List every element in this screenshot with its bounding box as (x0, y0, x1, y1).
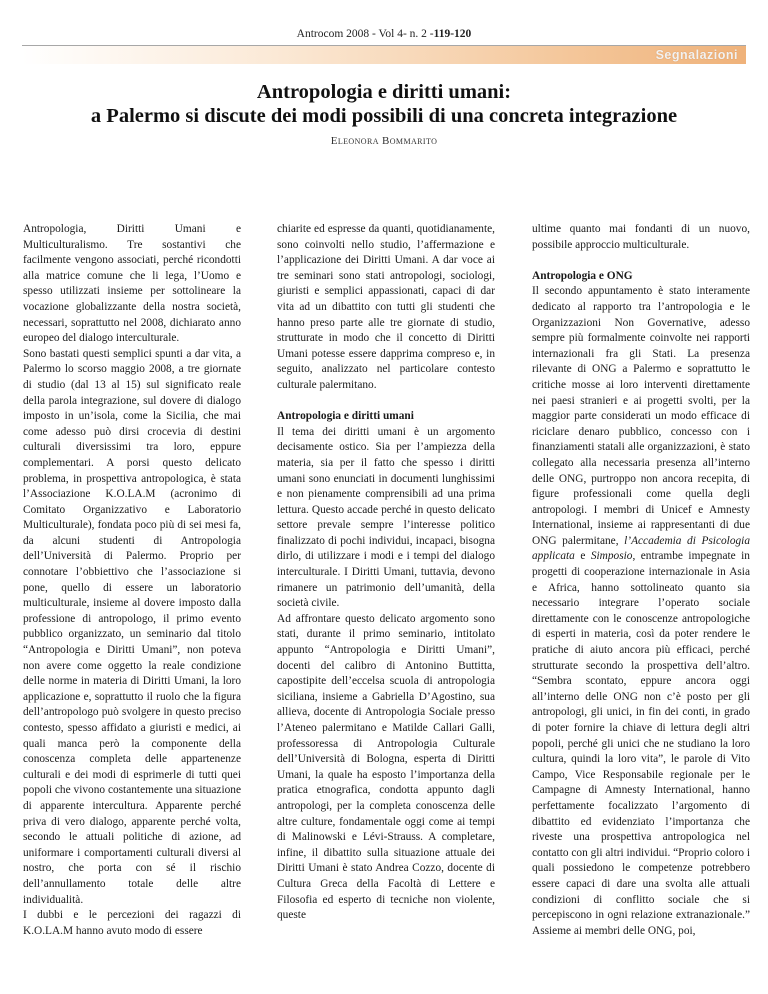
paragraph: Sono bastati questi semplici spunti a dar vita, a Palermo lo scorso maggio 2008, a tre giornate di studio (dal 13 al 15) sul significato reale della parola integrazione, sul dovere di dialogo imposto in un’isola, come la Sicilia, che mai come adesso può dirsi crocevia di destini culturali diversissimi tra loro, eppure complementari. A porsi questo delicato problema, in prospettiva antropologica, è stata l’Associazione K.O.LA.M (acronimo di Comitato Organizzativo e Laboratorio Multiculturale), fondata poco più di sei mesi fa, da alcuni studenti di Antropologia dell’Università di Palermo. Proprio per connotare l’obbiettivo che l’associazione si pone, quello di essere un laboratorio multiculturale, insieme al dovere imposto dalla professione di antropologo, il primo evento pubblico organizzato, un seminario dal titolo “Antropologia e Diritti Umani”, non poteva non avere come oggetto la reale condizione delle norme in materia di Diritti Umani, la loro applicazione e, soprattutto il ruolo che la figura dell’antropologo può svolgere in questo preciso contesto, spesso affidato a giuristi e medici, ai quali manca però la componente della conoscenza completa delle appartenenze culturali e dei modi di esprimerle di tutti quei popoli che vivono costantemente una situazione di apparente intercultura. Apparente perché priva di vero dialogo, apparente perché volta, secondo le attuali politiche di azione, ad uniformare i comportamenti culturali diversi al nostro, che porta con sé il rischio dell’annullamento totale delle altre individualità. (23, 347, 241, 906)
paragraph: Il tema dei diritti umani è un argomento decisamente ostico. Sia per l’ampiezza della materia, sia per il fatto che spesso i diritti umani sono enunciati in documenti lunghissimi e non pienamente comprensibili ad una prima lettura. Questo accade perché in questo delicato settore prevale sempre l’interesse politico finalizzato di pochi individui, incapaci, bisogna dirlo, di utilizzare i modi e i tempi del dialogo interculturale. I Diritti Umani, tuttavia, devono rimanere un patrimonio dell’umanità, della società civile. (277, 425, 495, 610)
paragraph: Il secondo appuntamento è stato interamente dedicato al rapporto tra l’antropologia e le Organizzazioni Non Governative, adesso sempre più formalmente coinvolte nei rapporti internazionali fra gli Stati. La presenza rilevante di ONG a Palermo e soprattutto le critiche mosse ai loro interventi direttamente nei paesi stranieri e ai progetti svolti, per la maggior parte considerati un modo efficace di riciclare denaro pubblico, concesso con i finanziamenti statali alle organizzazioni, è stato collegato alla necessaria presenza all’interno delle ONG, purtroppo non ancora recepita, di figure professionali come quella degli antropologi. I membri di Unicef e Amnesty International, insieme ai rappresentanti di due ONG palermitane, l’Accademia di Psicologia applicata e Simposio, entrambe impegnate in progetti di cooperazione internazionale in Asia e Africa, hanno sottolineato quanto sia necessario integrare l’operato sociale direttamente con le conoscenze antropologiche di esperti in materia, così da poter rendere le pratiche di aiuto ancora più efficaci, perché strutturate secondo la prospettiva dell’altro. “Sembra scontato, eppure ancora oggi all’interno delle ONG non c’è posto per gli antropologi, gli unici, in fin dei conti, in grado di poter fornire la chiave di lettura degli altri popoli, perché gli unici che ne studiano la loro cultura, quindi la loro vita”, le parole di Vito Campo, Vice Responsabile regionale per le Campagne di Amnesty International, hanno perfettamente focalizzato l’argomento di dibattito ed evidenziato l’importanza che riveste una prospettiva antropologica nel contatto con gli altri individui. “Proprio coloro i quali possiedono le competenze potrebbero essere capaci di dare una svolta alle attuali condizioni di conflitto sociale che si percepiscono in ogni relazione extranazionale.” Assieme ai membri delle ONG, poi, (532, 285, 751, 937)
text-column-2 (277, 222, 495, 924)
running-header (0, 28, 768, 40)
italic-name: Simposio (590, 550, 633, 563)
section-heading: Antropologia e diritti umani (277, 410, 414, 423)
section-heading: Antropologia e ONG (532, 269, 633, 282)
author-name: Eleonora Bommarito (330, 135, 438, 147)
text-column-1 (23, 222, 241, 939)
paragraph: Antropologia, Diritti Umani e Multiculturalismo. Tre sostantivi che facilmente vengono associati, perché ricondotti alla matrice comune che li lega, l’Uomo e spesso utilizzati insieme per sottolineare la vocazione globalizzante della nostra società, necessari, soprattutto nel 2008, dichiarato anno europeo del dialogo interculturale. (23, 223, 241, 345)
paragraph: chiarite ed espresse da quanti, quotidianamente, sono coinvolti nello studio, l’affermazione e l’applicazione dei Diritti Umani. A dar voce ai tre seminari sono stati antropologi, sociologi, giuristi e semplici appassionati, capaci di dar vita ad un dibattito con tutti gli studenti che hanno preso parte alle tre giornate di studio, strutturate in modo che il concetto di Diritti Umani potesse essere dapprima compreso e, in seguito, analizzato nel particolare contesto culturale palermitano. (277, 223, 495, 391)
paragraph: ultime quanto mai fondanti di un nuovo, possibile approccio multiculturale. (532, 223, 750, 251)
section-label: Segnalazioni (655, 48, 738, 62)
journal-citation: Antrocom 2008 - Vol 4- n. 2 - (296, 28, 434, 40)
page-range: 119-120 (433, 28, 472, 40)
section-band (22, 46, 746, 64)
title-line-2: a Palermo si discute dei modi possibili di una concreta integrazione (90, 105, 678, 127)
italic-name: l’Accademia di Psicologia applicata (532, 534, 750, 563)
article-title (0, 80, 768, 128)
paragraph: I dubbi e le percezioni dei ragazzi di K.O.LA.M hanno avuto modo di essere (23, 909, 241, 937)
paragraph: Ad affrontare questo delicato argomento sono stati, durante il primo seminario, intitolato appunto “Antropologia e Diritti Umani”, docenti del calibro di Antonino Buttitta, capostipite dell’eccelsa scuola di antropologia siciliana, insieme a Gabriella D’Agostino, sua allieva, docente di Antropologia Sociale presso l’Ateneo palermitano e Matilde Callari Galli, professoressa di Antropologia Culturale dell’Università di Bologna, esperta di Diritti Umani, la quale ha esposto l’importanza della pratica etnografica, condotta appunto dagli antropologi, per la completa conoscenza delle altre culture, fondamentale oggi come ai tempi di Malinowski e Lévi-Strauss. A completare, infine, il dibattito sulla situazione attuale dei Diritti Umani è stato Andrea Cozzo, docente di Cultura Greca della Facoltà di Lettere e Filosofia ed esperto di tecniche non violente, queste (277, 612, 495, 922)
title-line-1: Antropologia e diritti umani: (256, 81, 512, 103)
text-column-3 (532, 222, 750, 939)
